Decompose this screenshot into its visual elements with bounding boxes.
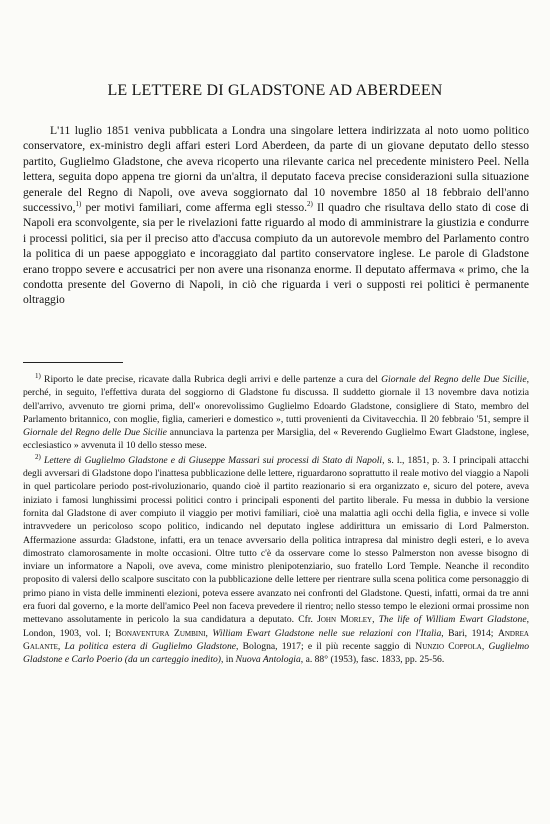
footnote-marker: 2) xyxy=(35,452,41,461)
footnote-2 xyxy=(23,454,529,667)
author-name: Bonaventura Zumbini xyxy=(115,627,206,639)
footnote-1 xyxy=(23,373,529,453)
author-name: John Morley xyxy=(317,614,373,626)
text-run: Il quadro che risultava dello stato di cose di Napoli era sconvolgente, sia per le rivelazioni fatte riguardo al modo di amministrare la giustizia e condurre i processi politici, sia per il preciso atto d'accusa compiuto da un autorevole membro del Parlamento contro la politica di un paese appoggiato e incoraggiato dal partito conservatore inglese. Le parole di Gladstone erano troppo severe e accusatrici per non avere una risonanza enorme. Il deputato affermava « primo, che la condotta presente del Governo di Napoli, in ciò che riguarda i veri o supposti rei politici è permanente oltraggio xyxy=(23,201,529,307)
text-run: , xyxy=(205,627,213,639)
body-paragraph xyxy=(23,123,529,308)
text-run: , xyxy=(57,640,65,652)
italic-title: William Ewart Gladstone nelle sue relazioni con l'Italia xyxy=(212,627,442,639)
text-run: L'11 luglio 1851 veniva pubblicata a Londra una singolare lettera indirizzata al noto uomo politico conservatore, ex-ministro degli affari esteri Lord Aberdeen, da parte di un giovane deputato dello stesso partito, Guglielmo Gladstone, che aveva ricoperto una rilevante carica nel precedente ministero Peel. Nella lettera, seguita dopo appena tre giorni da un'altra, il deputato faceva precise considerazioni sulla situazione generale del Regno di Napoli, ove aveva soggiornato dal 10 novembre 1850 al 18 febbraio dell'anno successivo, xyxy=(23,124,529,215)
italic-title: Giornale del Regno delle Due Sicilie xyxy=(381,374,527,385)
text-run: , s. l., 1851, p. 3. I principali attacchi degli avversari di Gladstone dopo l'inattesa pubblicazione delle lettere, riguardarono soprattutto il reale motivo del viaggio a Napoli in quel particolare periodo post-rivoluzionario, quando cioè il partito reazionario si era organizzato e, sicuro del potere, aveva iniziato i famosi lunghissimi processi politici contro i principali esponenti del partito liberale. Fu messa in dubbio la versione fornita dal Gladstone di aver compiuto il viaggio per motivi familiari, cioè una malattia agli occhi della figlia, e invece si volle intravvedere un pericoloso scopo politico, indicando nel deputato inglese addirittura un emissario di Lord Palmerston. Affermazione assurda: Gladstone, infatti, era un tenace avversario della politica intrapresa dal ministro degli esteri, e lo aveva dimostrato clamorosamente in molte occasioni. Oltre tutto c'è da osservare come lo stesso Palmerston non avesse bisogno di inviare un informatore a Napoli, ove aveva, come ministro plenipotenziario, suo fratello Lord Temple. Neanche il recondito proposito di valersi dello scalpore suscitato con la pubblicazione delle lettere per rientrare sulla scena politica come personaggio di primo piano in vista delle imminenti elezioni, poteva essere avanzato nei confronti del Gladstone. Questi, infatti, ormai da tre anni era fuori dal governo, e la morte dell'amico Peel non faceva prevedere il rientro; nello stesso tempo le elezioni ormai prossime non mettevano assolutamente in pericolo la sua candidatura a deputato. Cfr. xyxy=(23,454,530,626)
footnote-marker: 1) xyxy=(35,371,41,380)
italic-title: Giornale del Regno delle Due Sicilie xyxy=(23,427,167,439)
text-run: , in xyxy=(220,654,236,666)
italic-title: Lettere di Guglielmo Gladstone e di Giuseppe Massari sui processi di Stato di Napoli xyxy=(44,454,383,466)
author-name: Andrea Galante xyxy=(23,627,529,652)
author-name: Nunzio Coppola xyxy=(415,640,482,652)
text-run: per motivi familiari, come afferma egli stesso. xyxy=(81,201,308,215)
footnotes xyxy=(23,373,529,667)
text-run: , xyxy=(372,614,379,626)
text-run: , Bologna, 1917; e il più recente saggio di xyxy=(236,640,416,652)
page-title: LE LETTERE DI GLADSTONE AD ABERDEEN xyxy=(107,82,443,99)
footnote-ref-2[interactable]: 2) xyxy=(307,200,313,209)
italic-title: Guglielmo Gladstone e Carlo Poerio (da un carteggio inedito) xyxy=(23,640,530,666)
text-run: , xyxy=(481,640,489,652)
text-run: , a. 88° (1953), fasc. 1833, pp. 25-56. xyxy=(300,654,445,666)
italic-title: La politica estera di Guglielmo Gladstone xyxy=(64,640,237,652)
text-run: , perché, in seguito, l'effettiva durata del soggiorno di Gladstone fu discussa. Il suddetto giornale il 13 novembre dava notizia dell'arrivo, avvenuto tre giorni prima, dell'« onorevolissimo Guglielmo Edoardo Gladstone, consigliere di Stato, membro del Parlamento britannico, con moglie, figlia, camerieri e domestico », tutti provenienti da Civitavecchia. Il 20 febbraio '51, sempre il xyxy=(23,374,530,425)
italic-title: Nuova Antologia xyxy=(235,654,301,666)
text-run: annunciava la partenza per Marsiglia, del « Reverendo Guglielmo Ewart Gladstone, inglese, ecclesiastico » avvenuta il 10 dello stesso mese. xyxy=(23,427,529,452)
footnote-separator xyxy=(23,362,123,363)
main-text xyxy=(23,123,529,308)
italic-title: The life of William Ewart Gladstone xyxy=(378,614,527,626)
footnote-ref-1[interactable]: 1) xyxy=(75,200,82,209)
text-run: , Bari, 1914; xyxy=(441,627,498,639)
text-run: , London, 1903, vol. I; xyxy=(23,614,530,639)
text-run: Riporto le date precise, ricavate dalla Rubrica degli arrivi e delle partenze a cura del xyxy=(40,374,382,385)
